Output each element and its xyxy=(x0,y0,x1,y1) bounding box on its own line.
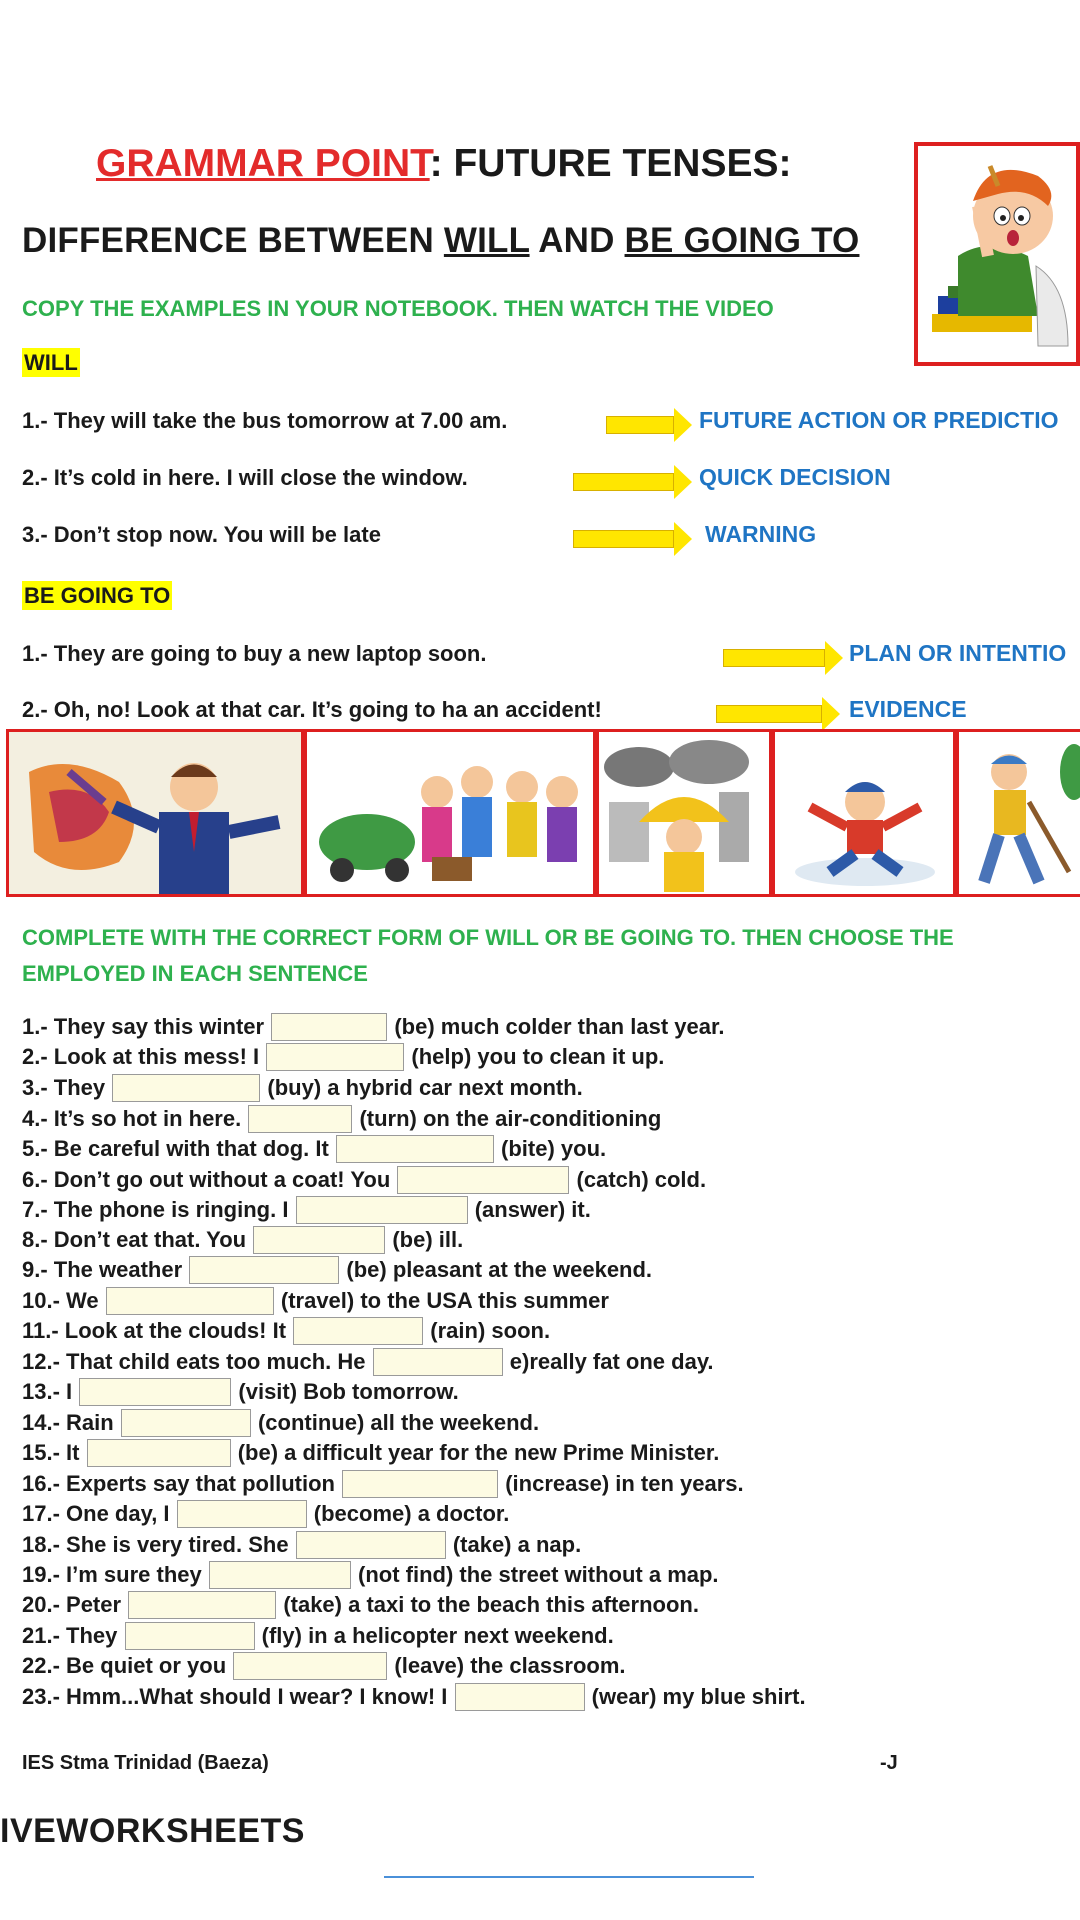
sentence-start: 5.- Be careful with that dog. It xyxy=(22,1136,329,1162)
answer-input[interactable] xyxy=(455,1683,585,1711)
exercise-sentence xyxy=(22,1470,744,1498)
sentence-end: e)really fat one day. xyxy=(509,1349,714,1375)
sentence-end: (visit) Bob tomorrow. xyxy=(238,1379,459,1405)
sentence-end: (take) a taxi to the beach this afternoon. xyxy=(283,1592,699,1618)
exercise-sentence xyxy=(22,1105,661,1133)
will-label-text: WILL xyxy=(24,350,78,375)
exercise-sentence xyxy=(22,1135,606,1163)
will-example-3: 3.- Don’t stop now. You will be late xyxy=(22,522,381,547)
answer-input[interactable] xyxy=(125,1622,255,1650)
exercise-instruction-line2: EMPLOYED IN EACH SENTENCE xyxy=(22,961,368,986)
sentence-start: 18.- She is very tired. She xyxy=(22,1532,289,1558)
sentence-start: 11.- Look at the clouds! It xyxy=(22,1318,287,1344)
sentence-start: 4.- It’s so hot in here. xyxy=(22,1106,242,1132)
answer-input[interactable] xyxy=(397,1166,569,1194)
going-example-1: 1.- They are going to buy a new laptop soon. xyxy=(22,641,487,666)
arrow-icon xyxy=(573,473,674,491)
sentence-end: (fly) in a helicopter next weekend. xyxy=(261,1623,614,1649)
answer-input[interactable] xyxy=(112,1074,260,1102)
exercise-sentence xyxy=(22,1561,719,1589)
subtitle-and: AND xyxy=(529,221,625,260)
arrow-icon xyxy=(573,530,674,548)
exercise-sentence xyxy=(22,1683,806,1711)
sentence-start: 10.- We xyxy=(22,1288,99,1314)
exercise-sentence xyxy=(22,1591,699,1619)
sentence-end: (rain) soon. xyxy=(430,1318,551,1344)
answer-input[interactable] xyxy=(233,1652,387,1680)
sentence-start: 12.- That child eats too much. He xyxy=(22,1349,366,1375)
answer-input[interactable] xyxy=(79,1378,231,1406)
answer-input[interactable] xyxy=(296,1531,446,1559)
answer-input[interactable] xyxy=(373,1348,503,1376)
title-topic: : FUTURE TENSES: xyxy=(429,142,792,185)
going-use-2: EVIDENCE xyxy=(849,696,967,722)
sentence-start: 22.- Be quiet or you xyxy=(22,1653,227,1679)
exercise-sentence xyxy=(22,1074,583,1102)
exercise-sentence xyxy=(22,1317,550,1345)
rain-umbrella-illustration xyxy=(596,729,772,897)
sentence-end: (wear) my blue shirt. xyxy=(591,1684,806,1710)
sentence-end: (help) you to clean it up. xyxy=(411,1044,665,1070)
answer-input[interactable] xyxy=(248,1105,352,1133)
falling-boy-illustration xyxy=(772,729,956,897)
worksheet-subtitle xyxy=(22,221,859,261)
sentence-end: (catch) cold. xyxy=(576,1167,707,1193)
answer-input[interactable] xyxy=(271,1013,387,1041)
exercise-sentence xyxy=(22,1166,706,1194)
title-grammar-point: GRAMMAR POINT xyxy=(96,142,430,185)
sweeping-man-illustration xyxy=(956,729,1080,897)
thinking-boy-illustration xyxy=(914,142,1080,366)
going-to-label xyxy=(22,583,172,609)
copy-instruction: COPY THE EXAMPLES IN YOUR NOTEBOOK. THEN WATCH THE VIDEO xyxy=(22,296,774,321)
sentence-start: 14.- Rain xyxy=(22,1410,114,1436)
answer-input[interactable] xyxy=(209,1561,351,1589)
exercise-sentence xyxy=(22,1287,609,1315)
exercise-sentence xyxy=(22,1622,614,1650)
sentence-start: 17.- One day, I xyxy=(22,1501,170,1527)
exercise-sentence xyxy=(22,1409,539,1437)
sentence-start: 3.- They xyxy=(22,1075,106,1101)
will-example-2: 2.- It’s cold in here. I will close the window. xyxy=(22,465,468,490)
answer-input[interactable] xyxy=(189,1256,339,1284)
sentence-end: (continue) all the weekend. xyxy=(257,1410,540,1436)
answer-input[interactable] xyxy=(296,1196,468,1224)
answer-input[interactable] xyxy=(266,1043,404,1071)
exercise-sentence xyxy=(22,1652,626,1680)
sentence-end: (increase) in ten years. xyxy=(505,1471,744,1497)
arrow-icon xyxy=(723,649,825,667)
answer-input[interactable] xyxy=(293,1317,423,1345)
will-example-1: 1.- They will take the bus tomorrow at 7.00 am. xyxy=(22,408,508,433)
answer-input[interactable] xyxy=(128,1591,276,1619)
sentence-start: 20.- Peter xyxy=(22,1592,122,1618)
sentence-end: (be) much colder than last year. xyxy=(394,1014,725,1040)
exercise-sentence xyxy=(22,1043,664,1071)
sentence-end: (take) a nap. xyxy=(452,1532,582,1558)
exercise-sentence xyxy=(22,1378,459,1406)
sentence-end: (turn) on the air-conditioning xyxy=(359,1106,662,1132)
sentence-start: 8.- Don’t eat that. You xyxy=(22,1227,247,1253)
exercise-sentence xyxy=(22,1256,652,1284)
sentence-start: 2.- Look at this mess! I xyxy=(22,1044,260,1070)
sentence-start: 19.- I’m sure they xyxy=(22,1562,202,1588)
subtitle-going-to: BE GOING TO xyxy=(624,221,860,260)
sentence-end: (travel) to the USA this summer xyxy=(280,1288,609,1314)
answer-input[interactable] xyxy=(121,1409,251,1437)
sentence-end: (be) a difficult year for the new Prime Minister. xyxy=(237,1440,720,1466)
going-example-2: 2.- Oh, no! Look at that car. It’s going to ha an accident! xyxy=(22,697,602,722)
sentence-start: 21.- They xyxy=(22,1623,118,1649)
sentence-end: (bite) you. xyxy=(501,1136,607,1162)
divider xyxy=(384,1876,754,1878)
answer-input[interactable] xyxy=(253,1226,385,1254)
sentence-start: 13.- I xyxy=(22,1379,73,1405)
answer-input[interactable] xyxy=(342,1470,498,1498)
sentence-start: 7.- The phone is ringing. I xyxy=(22,1197,289,1223)
arrow-icon xyxy=(716,705,822,723)
answer-input[interactable] xyxy=(87,1439,231,1467)
arrow-icon xyxy=(606,416,674,434)
sentence-end: (become) a doctor. xyxy=(313,1501,510,1527)
sentence-end: (buy) a hybrid car next month. xyxy=(267,1075,583,1101)
will-use-3: WARNING xyxy=(705,521,817,547)
sentence-end: (not find) the street without a map. xyxy=(358,1562,719,1588)
answer-input[interactable] xyxy=(336,1135,494,1163)
family-car-illustration xyxy=(304,729,596,897)
school-name: IES Stma Trinidad (Baeza) xyxy=(22,1752,269,1774)
going-to-label-text: BE GOING TO xyxy=(24,583,171,608)
worksheet-title xyxy=(96,142,792,186)
liveworksheets-logo: IVEWORKSHEETS xyxy=(0,1812,305,1850)
sentence-start: 9.- The weather xyxy=(22,1257,183,1283)
sentence-end: (be) pleasant at the weekend. xyxy=(346,1257,653,1283)
illustration-strip xyxy=(6,729,1080,897)
exercise-sentence xyxy=(22,1196,591,1224)
exercise-instruction-line1: COMPLETE WITH THE CORRECT FORM OF WILL OR BE GOING TO. THEN CHOOSE THE xyxy=(22,925,954,950)
sentence-start: 23.- Hmm...What should I wear? I know! I xyxy=(22,1684,448,1710)
subtitle-will: WILL xyxy=(443,221,530,260)
exercise-sentence xyxy=(22,1531,581,1559)
answer-input[interactable] xyxy=(177,1500,307,1528)
sentence-start: 1.- They say this winter xyxy=(22,1014,265,1040)
answer-input[interactable] xyxy=(106,1287,274,1315)
exercise-sentence xyxy=(22,1500,509,1528)
will-use-2: QUICK DECISION xyxy=(699,464,891,490)
going-use-1: PLAN OR INTENTIO xyxy=(849,640,1067,666)
exercise-sentence xyxy=(22,1439,719,1467)
author-initial: -J xyxy=(880,1752,898,1774)
exercise-sentence xyxy=(22,1348,714,1376)
exercise-sentence xyxy=(22,1226,463,1254)
sentence-end: (answer) it. xyxy=(474,1197,591,1223)
will-use-1: FUTURE ACTION OR PREDICTIO xyxy=(699,407,1059,433)
sentence-start: 15.- It xyxy=(22,1440,80,1466)
subtitle-prefix: DIFFERENCE BETWEEN xyxy=(22,221,444,260)
sentence-end: (leave) the classroom. xyxy=(394,1653,626,1679)
sentence-end: (be) ill. xyxy=(392,1227,464,1253)
sentence-start: 16.- Experts say that pollution xyxy=(22,1471,335,1497)
will-label xyxy=(22,350,80,376)
exercise-sentence xyxy=(22,1013,724,1041)
weatherman-illustration xyxy=(6,729,304,897)
sentence-start: 6.- Don’t go out without a coat! You xyxy=(22,1167,391,1193)
